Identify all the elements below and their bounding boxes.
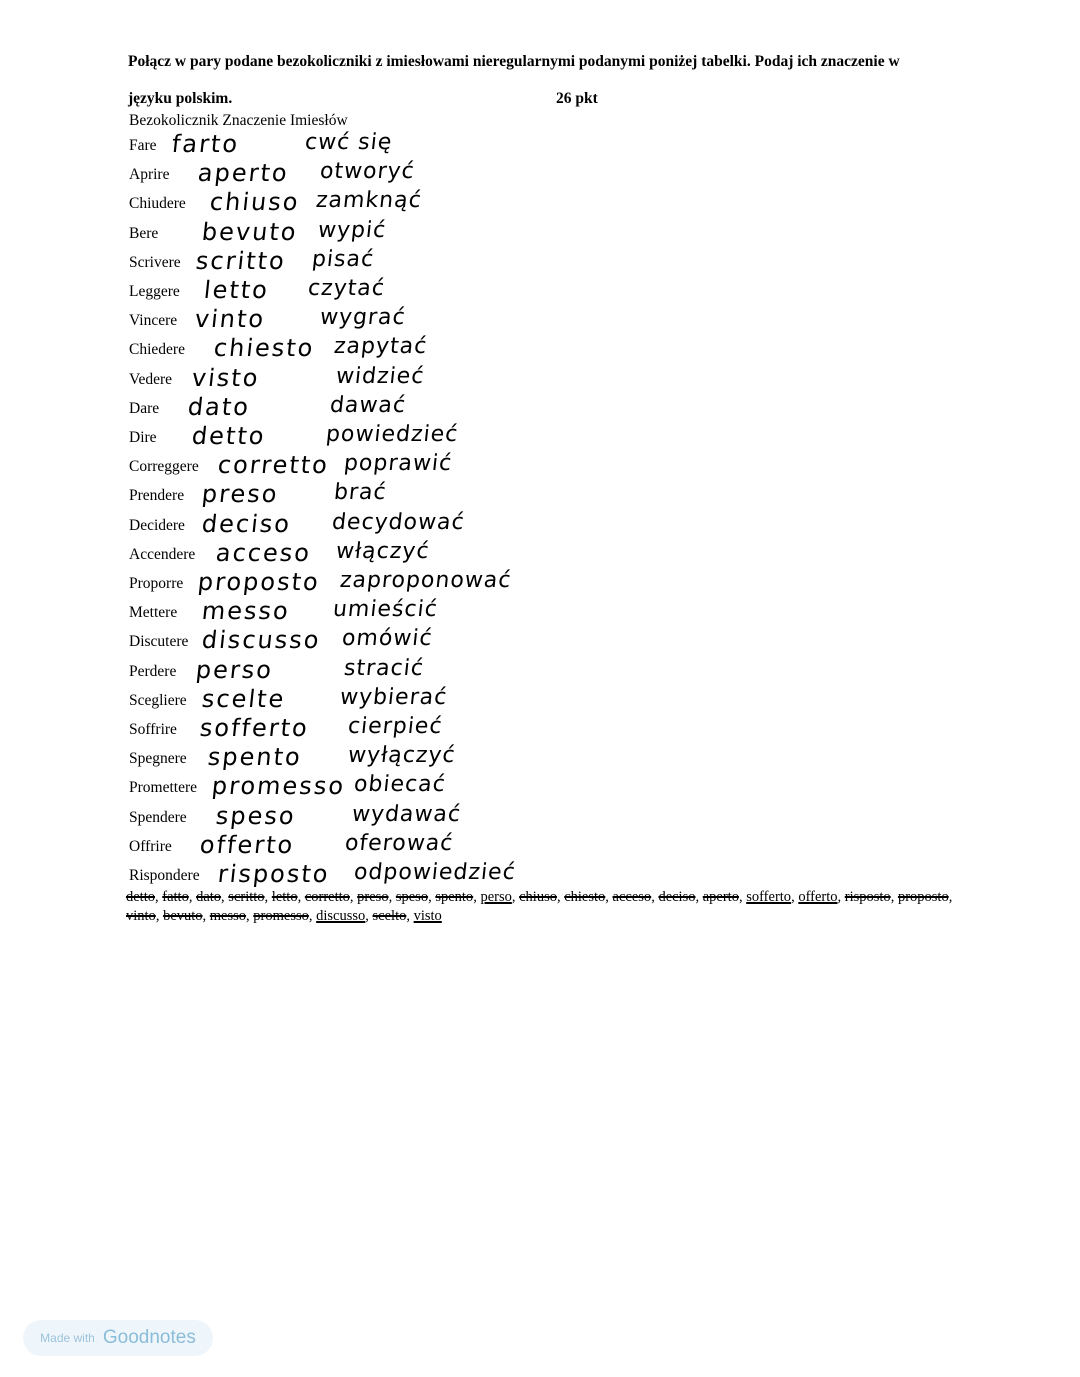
participle-handwriting: dato bbox=[186, 392, 252, 421]
word-bank-item: scelto bbox=[372, 908, 407, 924]
table-row bbox=[0, 655, 1080, 689]
meaning-handwriting: poprawić bbox=[342, 451, 454, 477]
meaning-handwriting: omówić bbox=[340, 626, 434, 652]
word-bank-item: vinto bbox=[126, 908, 156, 924]
word-separator: , bbox=[428, 889, 436, 905]
meaning-handwriting: wypić bbox=[316, 217, 388, 243]
word-separator: , bbox=[246, 908, 254, 924]
word-separator: , bbox=[155, 908, 164, 924]
table-row bbox=[0, 743, 1080, 776]
word-separator: , bbox=[473, 889, 481, 905]
infinitive-cell: Perdere bbox=[129, 662, 177, 680]
infinitive-cell: Decidere bbox=[129, 516, 185, 534]
word-bank-item: acceso bbox=[612, 889, 652, 905]
participle-handwriting: aperto bbox=[196, 159, 291, 188]
word-separator: , bbox=[695, 889, 703, 905]
meaning-handwriting: czytać bbox=[306, 276, 387, 301]
word-separator: , bbox=[890, 889, 898, 905]
infinitive-cell: Dare bbox=[129, 399, 160, 417]
table-row bbox=[0, 509, 1080, 543]
word-bank-item: risposto bbox=[844, 889, 891, 905]
goodnotes-badge[interactable] bbox=[23, 1320, 213, 1356]
word-bank-item: spento bbox=[435, 889, 474, 905]
word-separator: , bbox=[155, 889, 163, 905]
points-label: 26 pkt bbox=[556, 90, 598, 107]
word-bank-item: letto bbox=[271, 889, 298, 905]
infinitive-cell: Mettere bbox=[129, 604, 178, 622]
word-bank-item: perso bbox=[480, 889, 512, 905]
meaning-handwriting: zamknąć bbox=[314, 188, 424, 214]
table-row bbox=[0, 830, 1080, 864]
word-separator: , bbox=[837, 889, 845, 905]
badge-prefix: Made with bbox=[40, 1331, 95, 1345]
meaning-handwriting: zapytać bbox=[332, 334, 429, 360]
word-bank-item: promesso bbox=[253, 908, 309, 924]
participle-handwriting: discusso bbox=[200, 626, 322, 655]
participle-handwriting: scelte bbox=[200, 684, 287, 713]
infinitive-cell: Promettere bbox=[129, 779, 198, 797]
infinitive-cell: Chiedere bbox=[129, 341, 185, 359]
participle-handwriting: messo bbox=[200, 597, 292, 626]
word-separator: , bbox=[948, 889, 953, 905]
word-bank-item: deciso bbox=[658, 889, 696, 905]
word-bank bbox=[126, 888, 966, 926]
participle-handwriting: corretto bbox=[216, 451, 331, 480]
meaning-handwriting: dawać bbox=[328, 392, 408, 418]
word-bank-item: aperto bbox=[702, 889, 739, 905]
table-row bbox=[0, 451, 1080, 484]
table-row bbox=[0, 801, 1080, 835]
word-bank-item: offerto bbox=[798, 889, 838, 905]
word-separator: , bbox=[556, 889, 565, 905]
meaning-handwriting: obiecać bbox=[352, 772, 448, 798]
participle-handwriting: deciso bbox=[200, 509, 293, 538]
word-bank-item: dato bbox=[196, 889, 222, 905]
meaning-handwriting: widzieć bbox=[334, 363, 426, 389]
word-bank-item: fatto bbox=[162, 889, 189, 905]
word-bank-item: proposto bbox=[897, 889, 949, 905]
table-row bbox=[0, 626, 1080, 659]
word-bank-item: bevuto bbox=[163, 908, 203, 924]
word-separator: , bbox=[738, 889, 747, 905]
word-separator: , bbox=[651, 889, 659, 905]
table-row bbox=[0, 246, 1080, 280]
word-bank-item: discusso bbox=[316, 908, 366, 924]
word-separator: , bbox=[188, 889, 197, 905]
word-bank-item: scritto bbox=[228, 889, 265, 905]
badge-brand: Goodnotes bbox=[102, 1327, 196, 1348]
infinitive-cell: Prendere bbox=[129, 487, 185, 505]
word-separator: , bbox=[388, 889, 396, 905]
infinitive-cell: Rispondere bbox=[129, 867, 200, 884]
participle-handwriting: risposto bbox=[216, 860, 332, 888]
participle-handwriting: preso bbox=[200, 480, 281, 509]
participle-handwriting: sofferto bbox=[198, 714, 311, 742]
word-separator: , bbox=[202, 908, 210, 924]
infinitive-cell: Accendere bbox=[129, 545, 196, 563]
participle-handwriting: vinto bbox=[193, 305, 267, 334]
infinitive-cell: Spegnere bbox=[129, 750, 187, 768]
table-row bbox=[0, 188, 1080, 221]
meaning-handwriting: powiedzieć bbox=[324, 422, 460, 447]
word-separator: , bbox=[264, 889, 272, 905]
word-separator: , bbox=[406, 908, 414, 924]
table-row bbox=[0, 334, 1080, 367]
meaning-handwriting: włączyć bbox=[334, 538, 431, 564]
word-separator: , bbox=[308, 908, 317, 924]
meaning-handwriting: odpowiedzieć bbox=[352, 860, 518, 885]
word-separator: , bbox=[349, 889, 358, 905]
word-bank-item: visto bbox=[413, 908, 442, 924]
meaning-handwriting: wyłączyć bbox=[346, 743, 457, 769]
word-separator: , bbox=[791, 889, 799, 905]
table-row bbox=[0, 392, 1080, 426]
meaning-handwriting: pisać bbox=[310, 246, 376, 272]
meaning-handwriting: zaproponować bbox=[338, 568, 513, 593]
infinitive-cell: Vedere bbox=[129, 370, 173, 388]
participle-handwriting: scritto bbox=[194, 246, 288, 275]
participle-handwriting: visto bbox=[190, 363, 261, 392]
word-bank-item: chiesto bbox=[564, 889, 606, 905]
infinitive-cell: Scrivere bbox=[129, 253, 181, 271]
infinitive-cell: Bere bbox=[129, 224, 159, 242]
participle-handwriting: acceso bbox=[214, 538, 313, 567]
participle-handwriting: proposto bbox=[196, 568, 322, 596]
participle-handwriting: bevuto bbox=[200, 217, 299, 246]
meaning-handwriting: otworyć bbox=[318, 159, 417, 185]
infinitive-cell: Leggere bbox=[129, 283, 180, 300]
word-separator: , bbox=[297, 889, 305, 905]
word-bank-item: messo bbox=[209, 908, 247, 924]
table-row bbox=[0, 159, 1080, 192]
table-row bbox=[0, 217, 1080, 251]
meaning-handwriting: cwć się bbox=[303, 130, 394, 155]
infinitive-cell: Proporre bbox=[129, 575, 184, 592]
word-separator: , bbox=[511, 889, 520, 905]
word-bank-item: preso bbox=[357, 889, 389, 905]
meaning-handwriting: wygrać bbox=[318, 305, 407, 331]
table-row bbox=[0, 305, 1080, 338]
meaning-handwriting: wybierać bbox=[338, 684, 449, 710]
table-row bbox=[0, 363, 1080, 397]
table-row bbox=[0, 714, 1080, 747]
table-row bbox=[0, 422, 1080, 455]
word-bank-item: sofferto bbox=[746, 889, 792, 905]
table-row bbox=[0, 276, 1080, 309]
infinitive-cell: Discutere bbox=[129, 633, 189, 651]
table-row bbox=[0, 538, 1080, 572]
participle-handwriting: offerto bbox=[198, 830, 296, 859]
infinitive-cell: Scegliere bbox=[129, 691, 187, 709]
word-separator: , bbox=[365, 908, 373, 924]
infinitive-cell: Aprire bbox=[129, 166, 170, 184]
meaning-handwriting: brać bbox=[332, 480, 388, 506]
word-bank-item: corretto bbox=[304, 889, 350, 905]
participle-handwriting: farto bbox=[170, 130, 241, 158]
word-bank-item: chiuso bbox=[519, 889, 557, 905]
participle-handwriting: chiesto bbox=[212, 334, 316, 363]
participle-handwriting: perso bbox=[194, 655, 275, 684]
table-row bbox=[0, 568, 1080, 601]
participle-handwriting: spento bbox=[206, 743, 304, 772]
infinitive-cell: Chiudere bbox=[129, 195, 186, 213]
meaning-handwriting: decydować bbox=[330, 509, 466, 535]
table-header: Bezokolicznik Znaczenie Imiesłów bbox=[129, 112, 348, 129]
instruction-text: języku polskim. bbox=[128, 90, 233, 107]
participle-handwriting: chiuso bbox=[208, 188, 301, 217]
word-separator: , bbox=[221, 889, 229, 905]
word-bank-item: speso bbox=[395, 889, 429, 905]
infinitive-cell: Soffrire bbox=[129, 721, 177, 738]
participle-handwriting: letto bbox=[202, 276, 271, 304]
table-row bbox=[0, 130, 1080, 163]
meaning-handwriting: oferować bbox=[343, 830, 455, 856]
infinitive-cell: Dire bbox=[129, 429, 157, 446]
meaning-handwriting: wydawać bbox=[350, 801, 463, 827]
table-row bbox=[0, 772, 1080, 805]
participle-handwriting: speso bbox=[214, 801, 298, 830]
instruction-line-1: Połącz w pary podane bezokoliczniki z imiesłowami nieregularnymi podanymi poniżej tabelki. Podaj ich znaczenie w bbox=[128, 53, 900, 70]
table-row bbox=[0, 480, 1080, 513]
infinitive-cell: Correggere bbox=[129, 458, 199, 476]
infinitive-cell: Spendere bbox=[129, 808, 187, 826]
meaning-handwriting: umieścić bbox=[331, 597, 440, 623]
word-bank-item: detto bbox=[126, 889, 155, 905]
table-row bbox=[0, 684, 1080, 718]
participle-handwriting: promesso bbox=[210, 772, 347, 801]
infinitive-cell: Vincere bbox=[129, 312, 178, 330]
infinitive-cell: Fare bbox=[129, 137, 157, 154]
infinitive-cell: Offrire bbox=[129, 837, 172, 855]
table-row bbox=[0, 597, 1080, 630]
meaning-handwriting: cierpieć bbox=[346, 714, 444, 739]
meaning-handwriting: stracić bbox=[342, 655, 426, 681]
participle-handwriting: detto bbox=[190, 422, 267, 450]
word-separator: , bbox=[605, 889, 613, 905]
